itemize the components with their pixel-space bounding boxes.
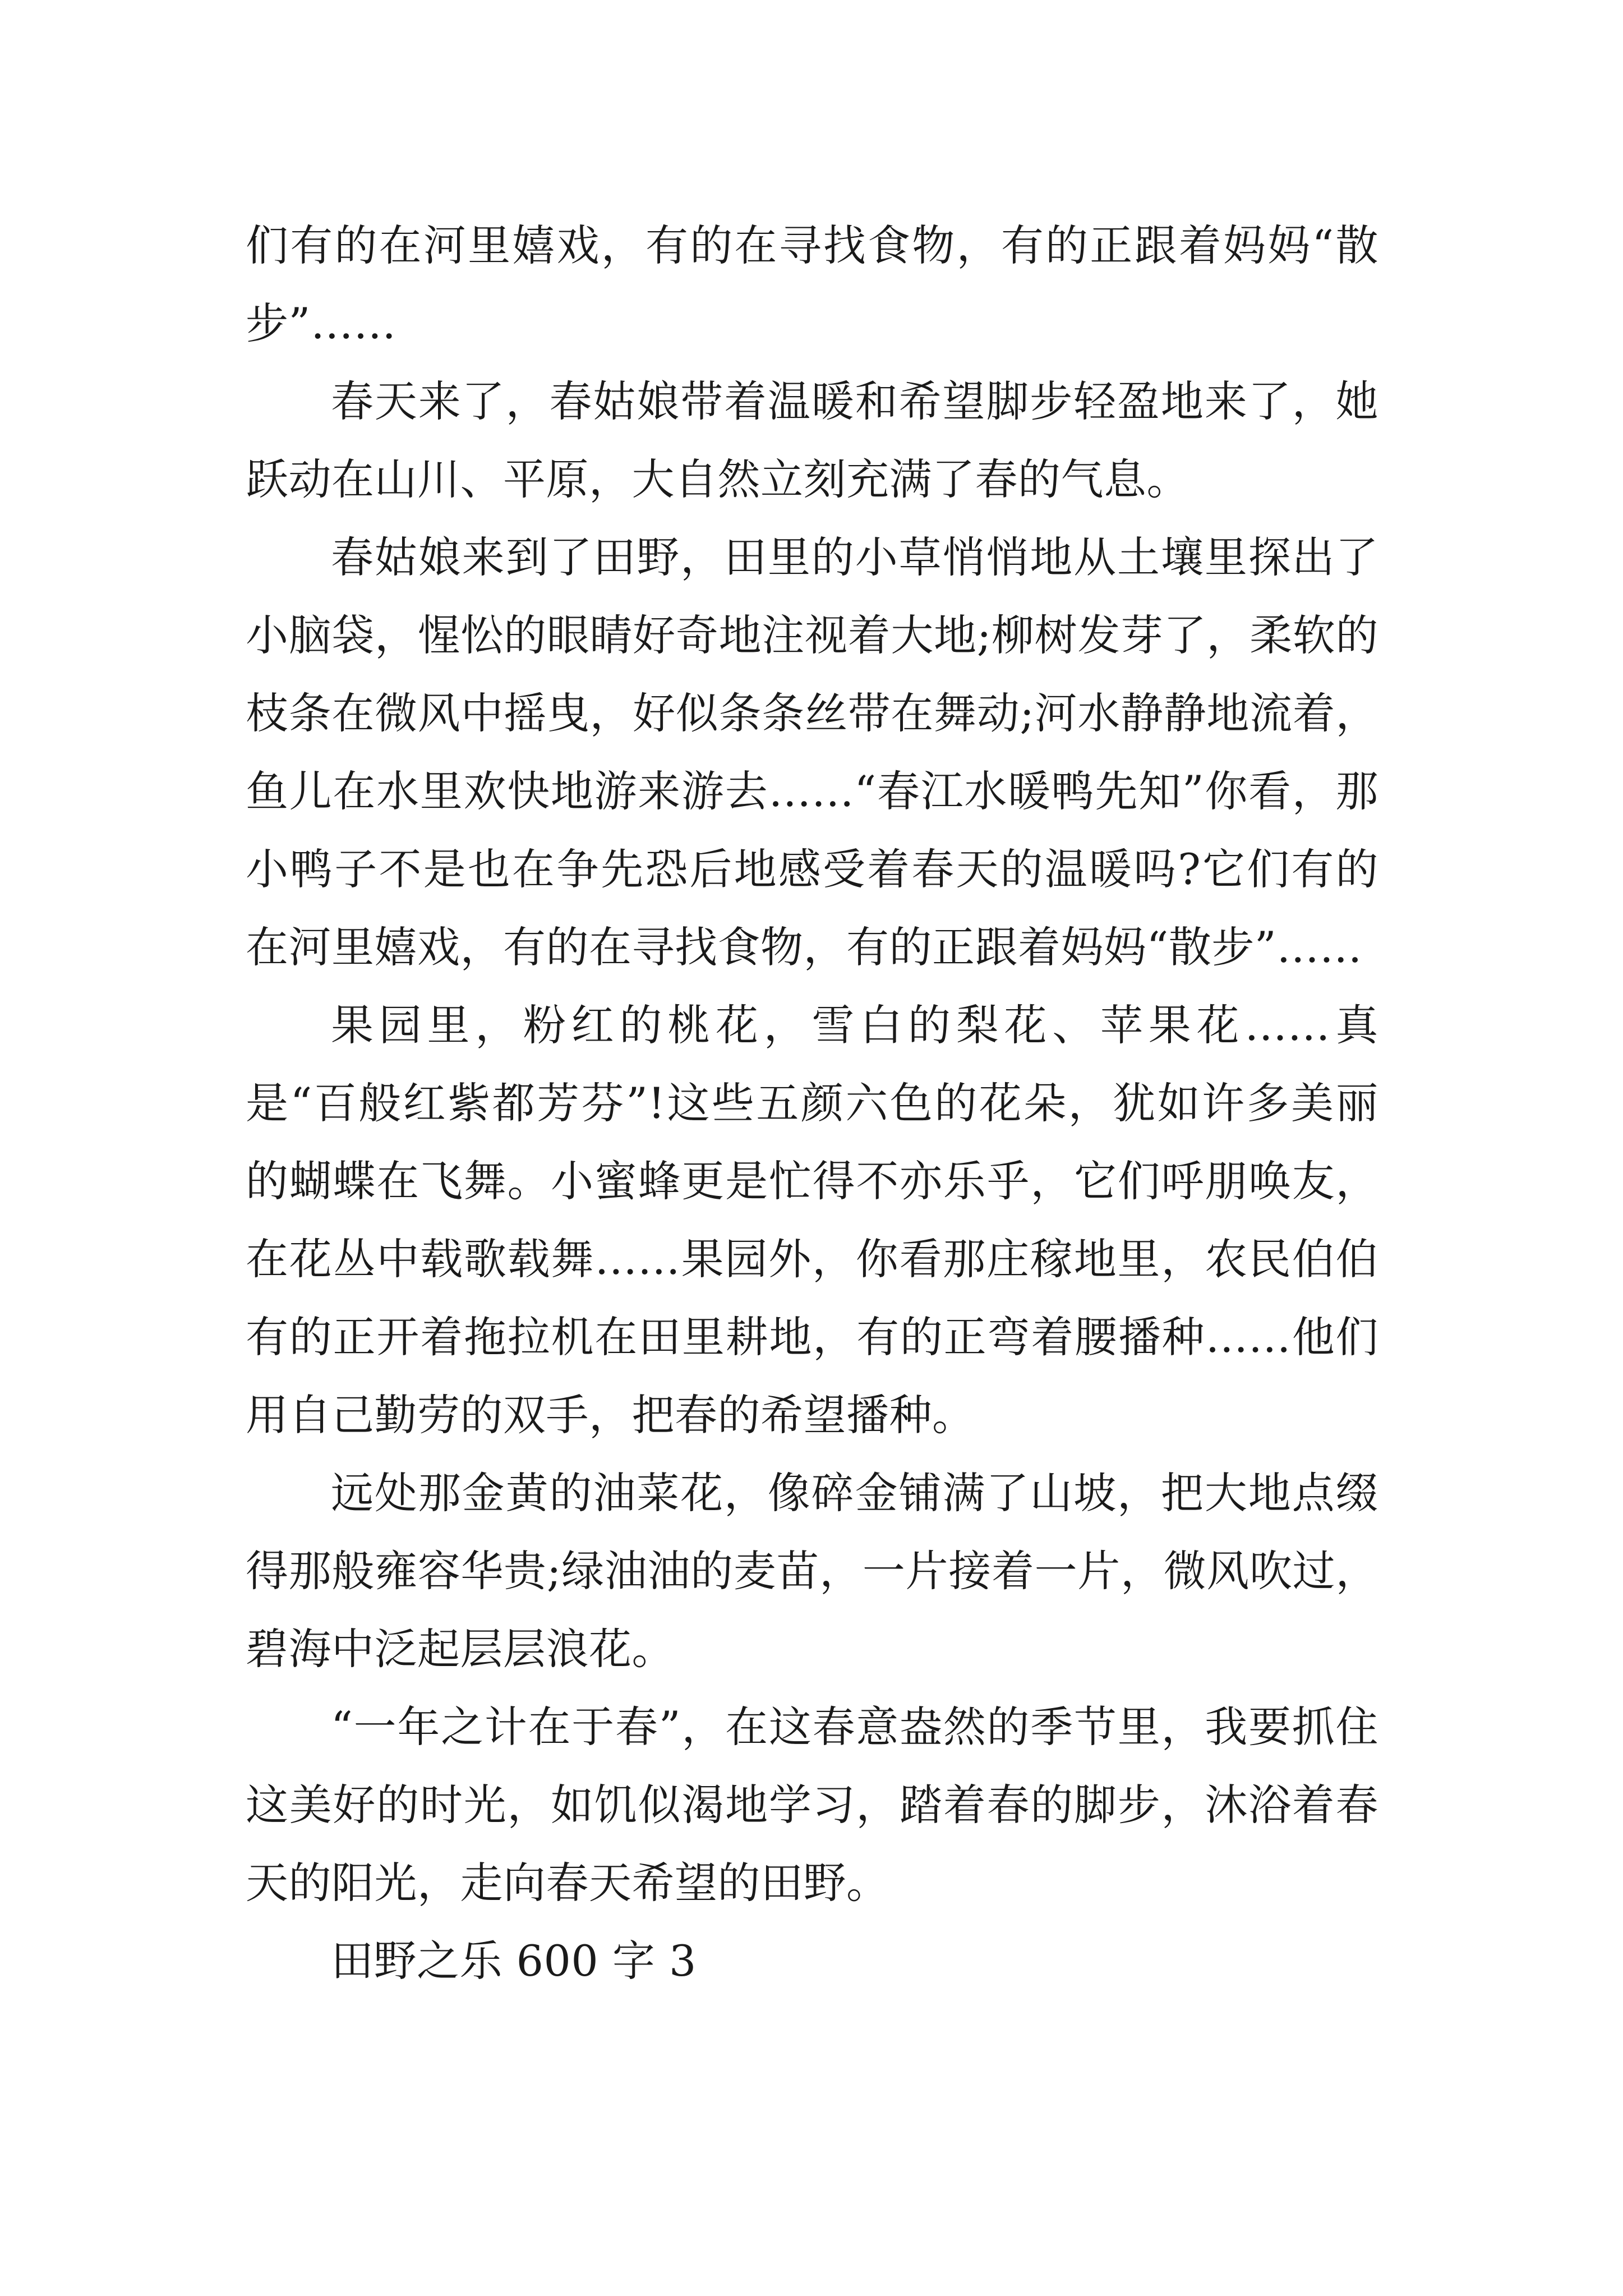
section-heading: 田野之乐 600 字 3 (331, 1936, 697, 1986)
paragraph-1: 们有的在河里嬉戏，有的在寻找食物，有的正跟着妈妈“散步”…… (246, 220, 1378, 348)
paragraph-2: 春天来了，春姑娘带着温暖和希望脚步轻盈地来了，她跃动在山川、平原，大自然立刻充满了春的气息。 (246, 376, 1378, 504)
paragraph-5: 远处那金黄的油菜花，像碎金铺满了山坡，把大地点缀得那般雍容华贵;绿油油的麦苗，一片接着一片，微风吹过，碧海中泛起层层浪花。 (246, 1468, 1378, 1674)
paragraph-3: 春姑娘来到了田野，田里的小草悄悄地从土壤里探出了小脑袋，惺忪的眼睛好奇地注视着大地;柳树发芽了，柔软的枝条在微风中摇曳，好似条条丝带在舞动;河水静静地流着，鱼儿在水里欢快地游来游去……“春江水暖鸭先知”你看，那小鸭子不是也在争先恐后地感受着春天的温暖吗?它们有的在河里嬉戏，有的在寻找食物，有的正跟着妈妈“散步”…… (246, 532, 1378, 972)
paragraph-4: 果园里，粉红的桃花，雪白的梨花、苹果花……真是“百般红紫都芳芬”!这些五颜六色的花朵，犹如许多美丽的蝴蝶在飞舞。小蜜蜂更是忙得不亦乐乎，它们呼朋唤友，在花丛中载歌载舞……果园外，你看那庄稼地里，农民伯伯有的正开着拖拉机在田里耕地，有的正弯着腰播种……他们用自己勤劳的双手，把春的希望播种。 (246, 1000, 1378, 1440)
document-body (246, 206, 1378, 2000)
paragraph-6: “一年之计在于春”，在这春意盎然的季节里，我要抓住这美好的时光，如饥似渴地学习，踏着春的脚步，沐浴着春天的阳光，走向春天希望的田野。 (246, 1702, 1378, 1908)
